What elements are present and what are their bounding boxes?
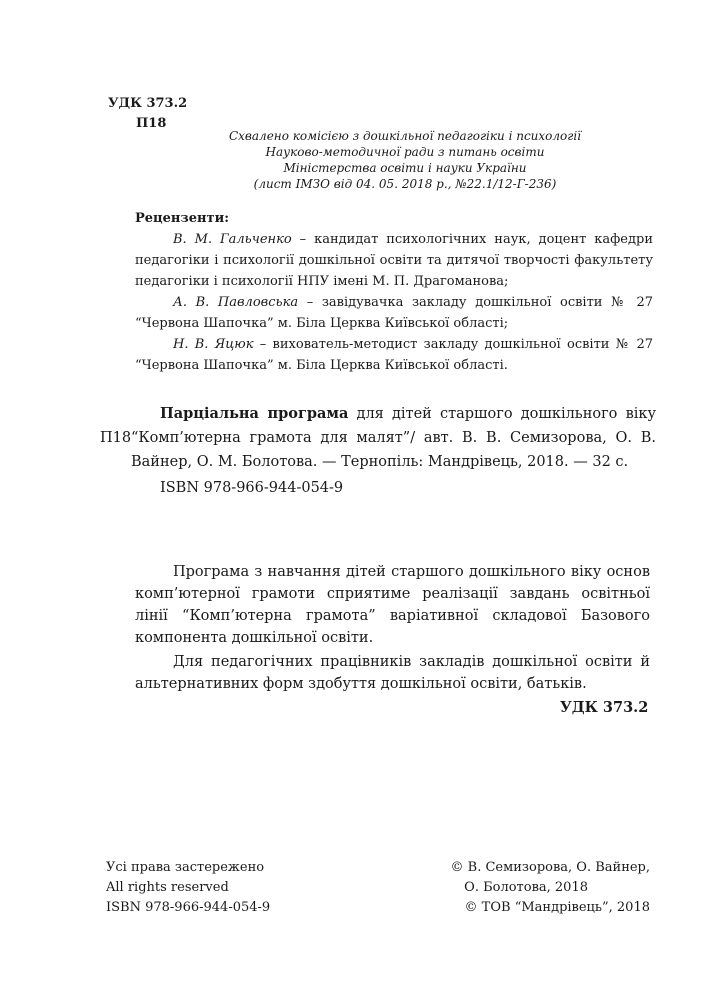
rights-ua: Усі права застережено bbox=[106, 860, 265, 875]
approval-line: Міністерства освіти і науки України bbox=[283, 161, 527, 175]
biblio-isbn: ISBN 978-966-944-054-9 bbox=[160, 480, 344, 496]
annotation-udk: УДК 373.2 bbox=[560, 699, 649, 716]
reviewer-entry bbox=[135, 292, 653, 334]
copyright-block bbox=[400, 858, 650, 918]
bibliographic-record bbox=[100, 402, 656, 500]
approval-statement bbox=[190, 128, 620, 192]
reviewer-name: Н. В. Яцюк bbox=[173, 337, 254, 352]
annotation-paragraph: Для педагогічних працівників закладів дошкільної освіти й альтернативних форм здобуття дошкільної освіти, батьків. bbox=[135, 654, 650, 692]
rights-en: All rights reserved bbox=[106, 880, 229, 895]
biblio-details: для дітей старшого дошкільного віку “Комп’ютерна грамота для малят”/ авт. В. В. Семизорова, О. В. Вайнер, О. М. Болотова. — Тернопіль: Мандрівець, 2018. — 32 с. bbox=[131, 406, 656, 470]
copyright-line: © В. Семизорова, О. Вайнер, bbox=[450, 860, 650, 875]
reviewer-entry bbox=[135, 334, 653, 376]
udk-block bbox=[108, 94, 187, 134]
footer-isbn: ISBN 978-966-944-054-9 bbox=[106, 900, 271, 915]
udk-code: УДК 373.2 bbox=[108, 96, 188, 111]
copyright-line: О. Болотова, 2018 bbox=[464, 880, 588, 895]
biblio-class-code: П18 bbox=[100, 430, 132, 446]
annotation bbox=[135, 561, 650, 697]
approval-line: Науково-методичної ради з питань освіти bbox=[265, 145, 545, 159]
biblio-title: Парціальна програма bbox=[160, 405, 349, 422]
biblio-description bbox=[131, 402, 656, 474]
reviewer-name: А. В. Павловська bbox=[173, 295, 299, 310]
rights-block bbox=[106, 858, 270, 918]
reviewer-entry bbox=[135, 229, 653, 292]
reviewers-heading: Рецензенти: bbox=[135, 211, 230, 226]
annotation-paragraph: Програма з навчання дітей старшого дошкільного віку основ комп’ютерної грамоти сприятиме реалізації завдань освітньої лінії “Комп’ютерна грамота” варіативної складової Базового компонента дошкільної освіти. bbox=[135, 564, 650, 646]
approval-line: Схвалено комісією з дошкільної педагогіки і психології bbox=[228, 129, 582, 143]
reviewer-name: В. М. Гальченко bbox=[173, 232, 292, 247]
reviewer-description: – вихователь-методист закладу дошкільної освіти № 27 “Червона Шапочка” м. Біла Церква Київської області. bbox=[135, 337, 653, 373]
reviewer-description: – кандидат психологічних наук, доцент кафедри педагогіки і психології дошкільної освіти та дитячої творчості факультету педагогіки і психології НПУ імені М. П. Драгоманова; bbox=[135, 232, 653, 289]
copyright-line: © ТОВ “Мандрівець”, 2018 bbox=[464, 900, 650, 915]
approval-line: (лист ІМЗО від 04. 05. 2018 р., №22.1/12-Г-236) bbox=[253, 177, 557, 191]
reviewer-description: – завідувачка закладу дошкільної освіти № 27 “Червона Шапочка” м. Біла Церква Київської області; bbox=[135, 295, 653, 331]
class-code: П18 bbox=[136, 116, 167, 131]
reviewers-section bbox=[135, 208, 653, 376]
